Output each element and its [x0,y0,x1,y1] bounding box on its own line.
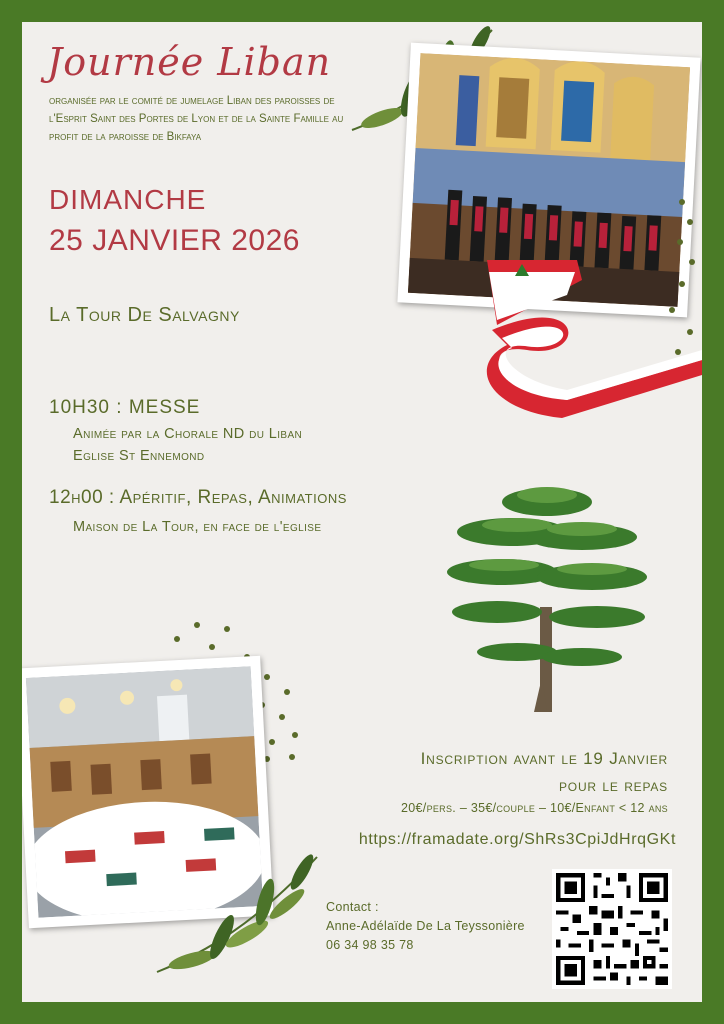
organizer-text: organisée par le comité de jumelage Liban des paroisses de l'Esprit Saint des Portes de Lyon et de la Sainte Famille au profit de la paroisse de Bikfaya [49,95,344,143]
event-date: 25 JANVIER 2026 [49,224,300,257]
contact-phone: 06 34 98 35 78 [326,938,414,952]
meal-time: 12h00 : Apéritif, Repas, Animations [49,487,347,508]
meal-location: Maison de La Tour, en face de l'eglise [73,519,322,535]
flyer-page [22,22,702,1002]
mass-church: Eglise St Ennemond [73,448,205,464]
contact-block [326,898,525,955]
lebanese-flag-ribbon-icon [467,250,702,420]
registration-for-meal: pour le repas [559,776,668,795]
registration-prices: 20€/pers. – 35€/couple – 10€/Enfant < 12 ans [401,801,668,815]
contact-name: Anne-Adélaïde De La Teyssonière [326,919,525,933]
event-day: DIMANCHE [49,184,207,215]
event-place: La Tour De Salvagny [49,304,240,326]
registration-deadline: Inscription avant le 19 Janvier [420,749,668,768]
mass-time: 10H30 : MESSE [49,397,201,418]
mass-choir: Animée par la Chorale ND du Liban [73,426,303,442]
olive-branch-bottom-icon [147,842,327,982]
event-title: Journée Liban [47,40,332,84]
cedar-tree-icon [442,477,652,717]
registration-link[interactable]: https://framadate.org/ShRs3CpiJdHrqGKt [358,831,676,848]
qr-code[interactable] [552,869,672,989]
contact-label: Contact : [326,900,379,914]
